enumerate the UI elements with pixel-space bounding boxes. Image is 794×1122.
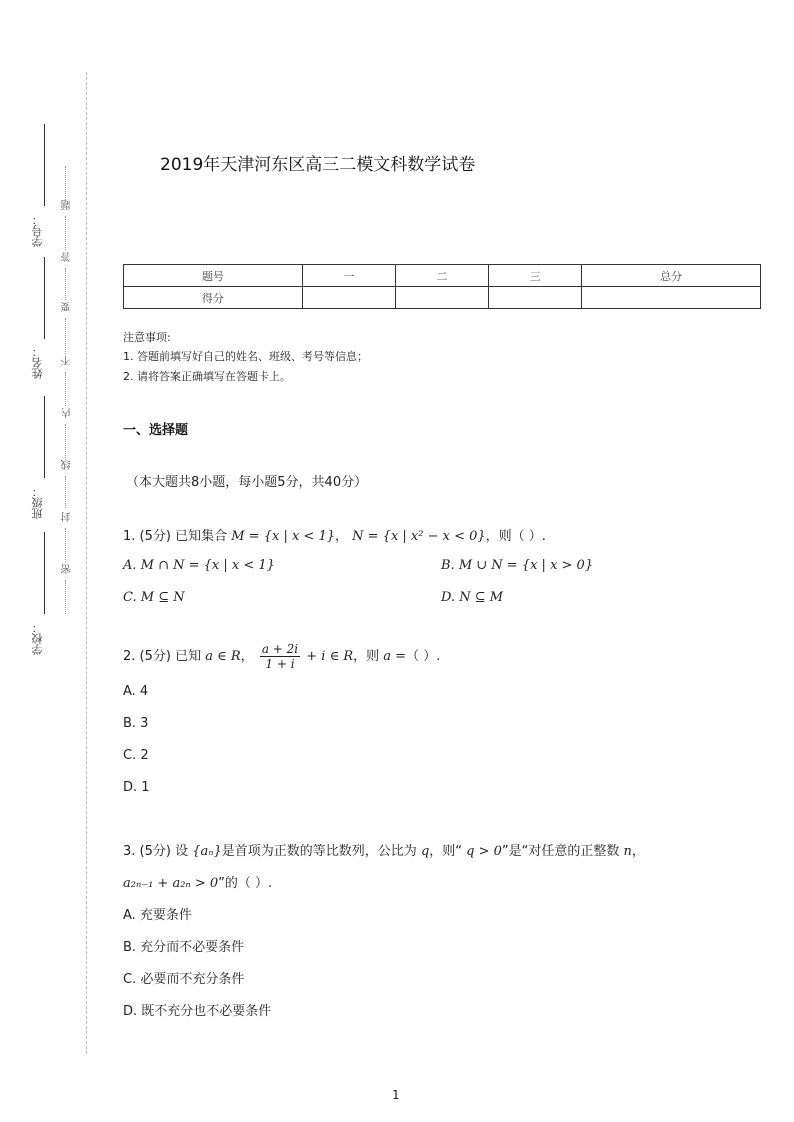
q1-set-m: M = {x | x < 1}	[231, 529, 335, 544]
q3-mid: 是首项为正数的等比数列，公比为	[221, 844, 417, 859]
q3-n: n	[623, 844, 632, 859]
q2-option-b[interactable]: B. 3	[123, 716, 149, 731]
q1-option-a[interactable]: A. M ∩ N = {x | x < 1}	[123, 558, 275, 573]
question-3-line-2	[123, 872, 272, 891]
score-cell	[489, 287, 582, 309]
q2-option-c[interactable]: C. 2	[123, 748, 149, 763]
question-2	[123, 642, 440, 671]
student-id-line	[44, 124, 45, 206]
q3-option-a[interactable]: A. 充要条件	[123, 908, 192, 923]
score-table-header-row	[124, 265, 761, 287]
q2-after-fraction: + i ∈ R	[306, 649, 354, 664]
notice-item: 2. 请将答案正确填写在答题卡上。	[123, 370, 291, 383]
q2-prefix: 2. (5分) 已知	[123, 649, 202, 664]
score-table	[123, 264, 761, 309]
name-line	[44, 257, 45, 339]
score-header-cell: 题号	[124, 265, 303, 287]
seal-dots	[65, 216, 66, 250]
seal-char: 线	[62, 460, 73, 470]
q2-a-eq: a =	[383, 649, 407, 664]
score-cell	[582, 287, 761, 309]
q2-fraction-denominator: 1 + i	[265, 657, 295, 671]
seal-dots	[65, 166, 66, 202]
q2-fraction-numerator: a + 2i	[261, 642, 299, 656]
class-line	[44, 396, 45, 478]
q2-suffix: （ ）.	[406, 649, 441, 664]
seal-dots	[65, 528, 66, 562]
q1-option-d[interactable]: D. N ⊆ M	[441, 590, 504, 605]
q3-ratio-q: q	[420, 844, 430, 859]
seal-char: 内	[62, 408, 73, 418]
q1-option-b[interactable]: B. M ∪ N = {x | x > 0}	[441, 558, 594, 573]
q2-fraction	[260, 642, 300, 671]
q3-prefix: 3. (5分) 设	[123, 844, 189, 859]
seal-dots	[65, 372, 66, 406]
seal-dots	[65, 476, 66, 508]
score-header-cell: 一	[302, 265, 395, 287]
school-label: 学校：	[31, 622, 44, 655]
name-label: 姓名：	[31, 346, 44, 379]
seal-char: 不	[62, 356, 73, 366]
q3-line1-end: ，	[631, 844, 645, 859]
q3-sequence: {aₙ}	[192, 844, 222, 859]
student-id-label: 学号：	[31, 214, 44, 247]
question-1	[123, 525, 546, 544]
score-header-cell: 总分	[582, 265, 761, 287]
seal-dots	[65, 580, 66, 614]
section-title: 一、选择题	[123, 423, 189, 438]
q2-a-in-r: a ∈ R	[205, 649, 241, 664]
seal-char: 封	[62, 512, 73, 522]
seal-char: 密	[62, 564, 73, 574]
q2-ask: ，则	[353, 649, 380, 664]
score-row-label: 得分	[124, 287, 303, 309]
score-cell	[395, 287, 488, 309]
binding-dashed-line	[86, 72, 87, 1054]
q1-option-c[interactable]: C. M ⊆ N	[123, 590, 185, 605]
seal-char: 答	[62, 252, 73, 262]
q3-expression: a₂ₙ₋₁ + a₂ₙ > 0	[123, 876, 219, 891]
q3-option-c[interactable]: C. 必要而不充分条件	[123, 972, 245, 987]
notice-heading: 注意事项:	[123, 331, 171, 344]
q3-option-d[interactable]: D. 既不充分也不必要条件	[123, 1004, 272, 1019]
seal-char: 要	[62, 302, 73, 312]
q3-line1-suffix: ”是“对任意的正整数	[501, 844, 620, 859]
page-number: 1	[392, 1088, 400, 1102]
section-note: （本大题共8小题，每小题5分，共40分）	[126, 475, 368, 490]
q3-line2-suffix: ”的（ ）.	[218, 876, 273, 891]
class-label: 班级：	[31, 486, 44, 519]
q2-option-d[interactable]: D. 1	[123, 780, 150, 795]
seal-dots	[65, 318, 66, 354]
q3-condition: q > 0	[466, 844, 502, 859]
q1-suffix: ，则（ ）.	[485, 529, 546, 544]
q3-mid2: ，则“	[429, 844, 463, 859]
exam-title: 2019年天津河东区高三二模文科数学试卷	[160, 155, 476, 175]
score-header-cell: 三	[489, 265, 582, 287]
notice-item: 1. 答题前填写好自己的姓名、班级、考号等信息；	[123, 350, 368, 363]
score-cell	[302, 287, 395, 309]
school-line	[44, 532, 45, 614]
q2-option-a[interactable]: A. 4	[123, 684, 149, 699]
q3-option-b[interactable]: B. 充分而不必要条件	[123, 940, 245, 955]
question-3-line-1	[123, 840, 645, 859]
q2-sep: ，	[240, 649, 254, 664]
seal-char: 题	[62, 200, 73, 210]
q1-set-n: N = {x | x² − x < 0}	[352, 529, 486, 544]
score-header-cell: 二	[395, 265, 488, 287]
seal-dots	[65, 268, 66, 300]
score-table-score-row	[124, 287, 761, 309]
q1-sep: ，	[334, 529, 348, 544]
seal-dots	[65, 424, 66, 460]
q1-prefix: 1. (5分) 已知集合	[123, 529, 228, 544]
